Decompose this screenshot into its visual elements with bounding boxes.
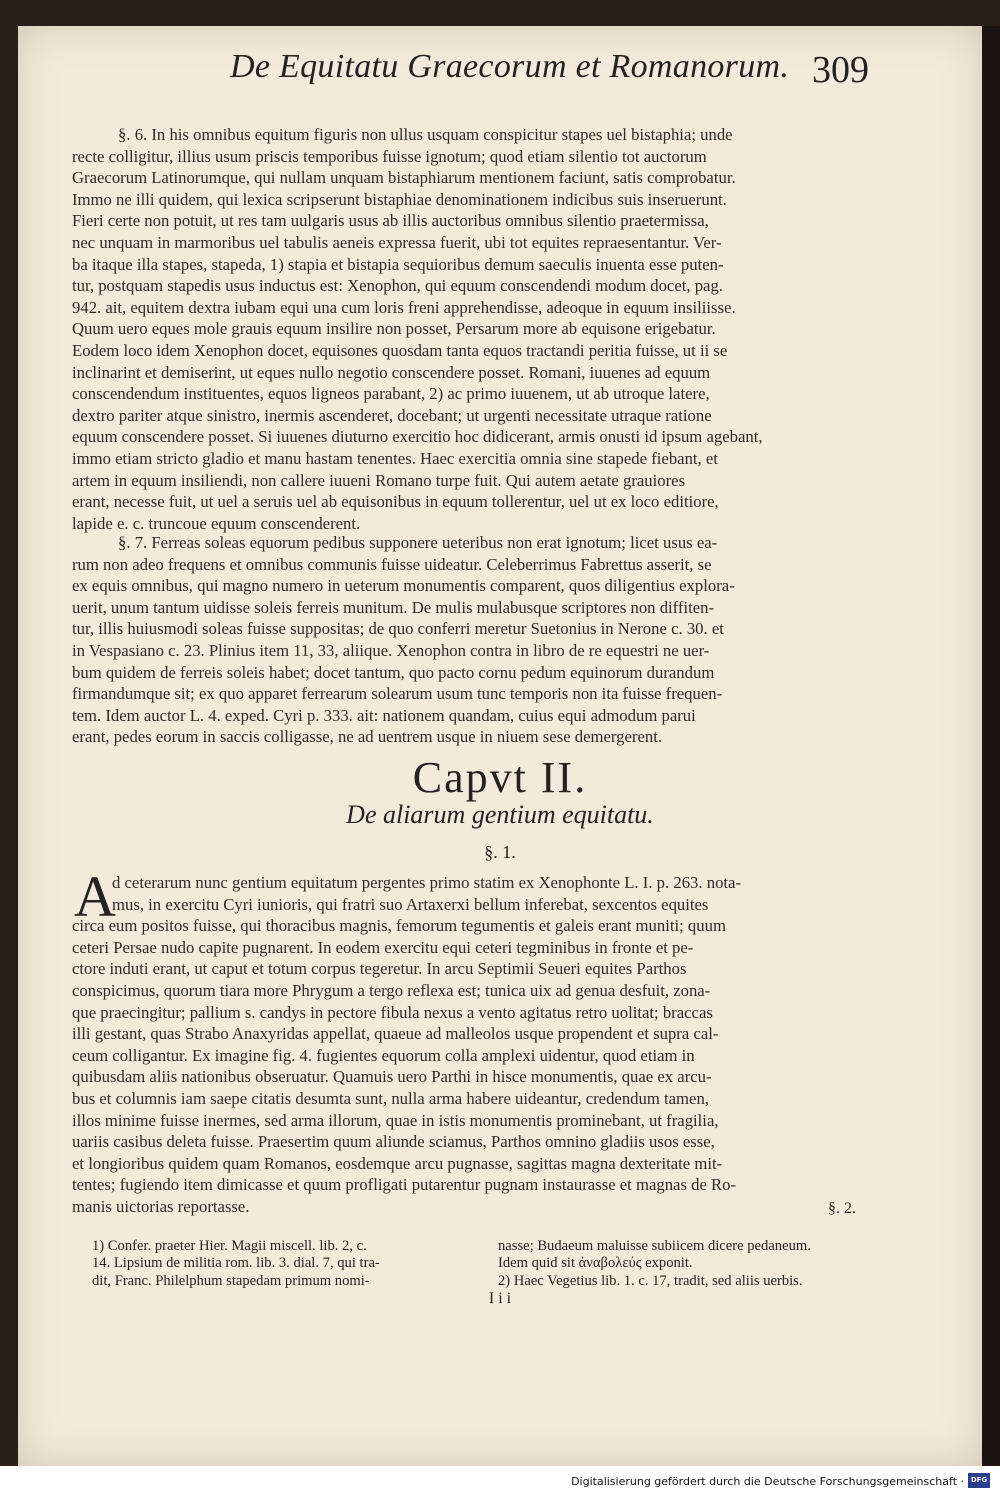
text-line: §. 7. Ferreas soleas equorum pedibus supponere ueteribus non erat ignotum; licet usus ea-	[118, 533, 718, 552]
text-line: tur, postquam stapedis usus inductus est: Xenophon, qui equum conscendendi modum docet, pag.	[72, 276, 723, 296]
text-line: dextro pariter atque sinistro, inermis ascenderet, docebant; ut urgenti necessitate utraque ratione	[72, 405, 712, 425]
text-line: que praecingitur; pallium s. candys in pectore fibula nexus a vento agitatus retro uolitat; braccas	[72, 1002, 713, 1022]
digitization-footer	[0, 1466, 1000, 1497]
text-line: Immo ne illi quidem, qui lexica scripserunt bistaphiae denominationem indicibus suis inseruerunt.	[72, 189, 727, 209]
dfg-logo-icon: DFG	[968, 1473, 990, 1488]
text-line: quibusdam aliis nationibus obseruatur. Quamuis uero Parthi in hisce monumentis, quae ex arcu-	[72, 1067, 712, 1087]
text-line: Graecorum Latinorumque, qui nullam unquam bistaphiarum mentionem faciunt, satis comprobatur.	[72, 168, 736, 188]
running-head-title: De Equitatu Graecorum et Romanorum.	[230, 48, 790, 85]
chapter-title: Capvt II.	[412, 753, 588, 802]
text-line: uariis casibus deleta fuisse. Praesertim quum aliunde sciamus, Parthos omnino gladiis usos esse,	[72, 1132, 715, 1152]
text-line: ex equis omnibus, qui magno numero in ueterum monumentis comparent, quos diligentius explora-	[72, 576, 735, 596]
text-line: rum non adeo frequens et omnibus communis fuisse uideatur. Celeberrimus Fabrettus asserit, se	[72, 554, 712, 574]
text-line: lapide e. c. truncoue equum conscenderent.	[72, 513, 361, 533]
text-line: mus, in exercitu Cyri iunioris, qui fratri suo Artaxerxi bellum inferebat, sexcentos equites	[112, 894, 709, 914]
text-line: tur, illis huiusmodi soleas fuisse suppositas; de quo conferri meretur Suetonius in Nerone c. 30. et	[72, 619, 724, 639]
text-line: circa eum positos fuisse, qui thoracibus magnis, femorum tegumentis et galeis erant muniti; quum	[72, 916, 726, 936]
text-line: artem in equum insiliendi, non callere iuueni Romano turpe fuit. Qui autem aetate grauiores	[72, 470, 686, 490]
running-head	[0, 48, 1000, 112]
text-line: conspicimus, quorum tiara more Phrygum a tergo reflexa est; tunica uix ad genua desfuit, zona-	[72, 980, 711, 1000]
drop-capital: A	[74, 864, 116, 929]
text-line: illi gestant, quas Strabo Anaxyridas appellat, quaeue ad malleolos usque propendent et supra cal-	[72, 1024, 719, 1044]
funding-note: Digitalisierung gefördert durch die Deutsche Forschungsgemeinschaft ·	[571, 1475, 964, 1488]
text-line: §. 6. In his omnibus equitum figuris non ullus usquam conspicitur stapes uel bistaphia; unde	[118, 125, 733, 144]
paragraph-chapter-2-section-1	[72, 872, 862, 1218]
text-line: d ceterarum nunc gentium equitatum pergentes primo statim ex Xenophonte L. I. p. 263. nota-	[112, 873, 742, 892]
text-line: recte colligitur, illius usum priscis temporibus fuisse ignotum; quod etiam silentio tot auctorum	[72, 146, 707, 166]
text-line: et longioribus quidem quam Romanos, eosdemque arcu pugnasse, sagittas magna dexteritate mit-	[72, 1153, 723, 1173]
text-line: tentes; fugiendo item dimicasse et quum profligati putarentur pugnam instaurasse et magnas de Ro-	[72, 1175, 737, 1195]
text-line: ceum colligantur. Ex imagine fig. 4. fugientes equorum colla amplexi uidentur, quod etiam in	[72, 1045, 695, 1065]
text-line: ba itaque illa stapes, stapeda, 1) stapia et bistapia sequioribus demum saeculis inuenta esse puten-	[72, 254, 724, 274]
text-line: inclinarint et demiserint, ut eques nullo negotio conscendere posset. Romani, iuuenes ad equum	[72, 362, 711, 382]
text-line: bus et columnis iam saepe citatis desumta sunt, nulla arma habere uideantur, credendum tamen,	[72, 1088, 709, 1108]
footnotes-left-column	[92, 1238, 472, 1290]
page-number: 309	[812, 49, 869, 91]
text-line: equum conscendere posset. Si iuuenes diuturno exercitio hoc didicerant, armis onusti id ipsum agebant,	[72, 427, 763, 447]
text-line: illos minime fuisse inermes, sed arma illorum, quae in istis monumentis prominebant, ut fragilia,	[72, 1110, 719, 1130]
text-line: immo etiam stricto gladio et manu hastam tenentes. Haec exercitia omnia sine stapede fiebant, et	[72, 448, 718, 468]
chapter-subtitle: De aliarum gentium equitatu.	[346, 800, 654, 829]
section-mark: §. 1.	[484, 842, 516, 862]
paragraph-section-6	[72, 124, 862, 534]
text-line: firmandumque sit; ex quo apparet ferrearum solearum usum tunc temporis non ita fuisse frequen-	[72, 684, 723, 704]
text-line: erant, pedes eorum in saccis colligasse, ne ad uentrem usque in niuem sese demergerent.	[72, 727, 663, 747]
printer-signature: I i i	[488, 1290, 512, 1307]
text-line: ctore induti erant, ut caput et totum corpus tegeretur. In arcu Septimii Seueri equites Parthos	[72, 959, 687, 979]
book-spine	[982, 26, 1000, 1466]
text-line: bum quidem de ferreis soleis habet; docet tantum, quo pacto cornu pedum equinorum durandum	[72, 662, 715, 682]
footnotes-right-column	[498, 1238, 878, 1290]
footnote-line: 1) Confer. praeter Hier. Magii miscell. lib. 2, c.	[92, 1238, 367, 1254]
text-line: ceteri Persae nudo capite pugnarent. In eodem exercitu equi ceteri tegminibus in fronte et pe-	[72, 937, 694, 957]
text-line: 942. ait, equitem dextra iubam equi una cum loris freni apprehendisse, adeoque in equum insiliisse.	[72, 297, 736, 317]
text-line: conscendendum instituentes, equos ligneos parabant, 2) ac primo iuuenem, ut ab utroque latere,	[72, 384, 710, 404]
footnote-line: Idem quid sit ἀναβολεύς exponit.	[498, 1255, 693, 1272]
paragraph-section-7	[72, 532, 862, 748]
catchword-section-mark: §. 2.	[828, 1200, 856, 1217]
text-line: Quum uero eques mole grauis equum insilire non posset, Persarum more ab equisone erigebatur.	[72, 319, 716, 339]
footnote-line: nasse; Budaeum maluisse subiicem dicere pedaneum.	[498, 1238, 811, 1254]
text-line: Fieri certe non potuit, ut res tam uulgaris usus ab illis auctoribus omnibus silentio praetermissa,	[72, 211, 709, 231]
text-line: uerit, unum tantum uidisse soleis ferreis munitum. De mulis mulabusque scriptores non diffiten-	[72, 597, 715, 617]
text-line: Eodem loco idem Xenophon docet, equisones quosdam tanta equos tractandi peritia fuisse, ut ii se	[72, 340, 728, 360]
footnote-line: dit, Franc. Philelphum stapedam primum nomi-	[92, 1272, 370, 1289]
text-line: nec unquam in marmoribus uel tabulis aeneis expressa fuerit, ubi tot equites repraesentantur. Ver-	[72, 232, 722, 252]
text-line: erant, necesse fuit, ut uel a seruis uel ab equisonibus in equum tollerentur, uel ut ex loco editiore,	[72, 492, 719, 512]
footnote-line: 2) Haec Vegetius lib. 1. c. 17, tradit, sed aliis uerbis.	[498, 1272, 803, 1289]
footnote-line: 14. Lipsium de militia rom. lib. 3. dial. 7, qui tra-	[92, 1255, 380, 1272]
text-line: manis uictorias reportasse.	[72, 1196, 250, 1216]
text-line: tem. Idem auctor L. 4. exped. Cyri p. 333. ait: nationem quandam, cuius equi admodum parui	[72, 705, 696, 725]
text-line: in Vespasiano c. 23. Plinius item 11, 33, aliique. Xenophon contra in libro de re equestri ne uer-	[72, 640, 710, 660]
